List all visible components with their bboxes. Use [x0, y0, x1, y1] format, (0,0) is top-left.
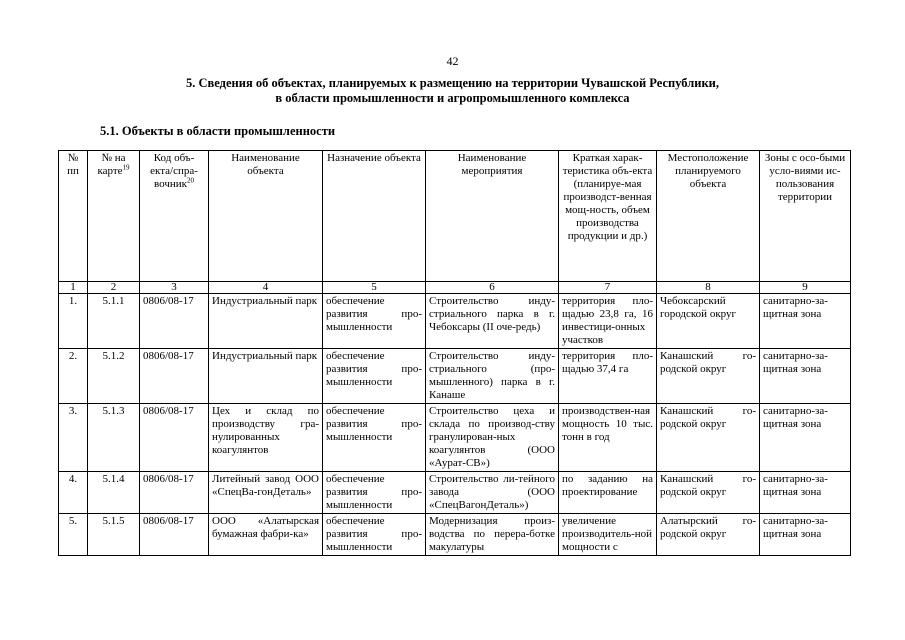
zones: санитарно-за-щитная зона: [760, 472, 851, 514]
row-number: 3.: [59, 404, 88, 472]
object-name: Индустриальный парк: [209, 349, 323, 404]
object-purpose: обеспечение развития про-мышленности: [323, 349, 426, 404]
header-location: Местоположение планируемого объекта: [657, 151, 760, 282]
location: Канашский го-родской округ: [657, 472, 760, 514]
map-number: 5.1.3: [88, 404, 140, 472]
location: Алатырский го-родской округ: [657, 514, 760, 556]
column-number: 1: [59, 282, 88, 294]
measure-name: Строительство цеха и склада по производ-ству гранулирован-ных коагулянтов (ООО «Аурат-СВ»): [426, 404, 559, 472]
column-number: 3: [140, 282, 209, 294]
footnote-20: 20: [186, 176, 194, 185]
zones: санитарно-за-щитная зона: [760, 514, 851, 556]
characteristic: производствен-ная мощность 10 тыс. тонн в год: [559, 404, 657, 472]
object-name: Индустриальный парк: [209, 294, 323, 349]
objects-table: [58, 150, 851, 556]
footnote-19: 19: [122, 163, 130, 172]
zones: санитарно-за-щитная зона: [760, 294, 851, 349]
object-code: 0806/08-17: [140, 404, 209, 472]
section-title: [60, 76, 845, 106]
row-number: 1.: [59, 294, 88, 349]
characteristic: территория пло-щадью 23,8 га, 16 инвестици-онных участков: [559, 294, 657, 349]
column-numbers-row: [59, 282, 851, 294]
section-title-line-2: в области промышленности и агропромышленного комплекса: [275, 91, 630, 105]
row-number: 2.: [59, 349, 88, 404]
column-number: 2: [88, 282, 140, 294]
object-code: 0806/08-17: [140, 349, 209, 404]
column-number: 5: [323, 282, 426, 294]
column-number: 7: [559, 282, 657, 294]
section-title-line-1: 5. Сведения об объектах, планируемых к размещению на территории Чувашской Республики,: [186, 76, 719, 90]
measure-name: Строительство инду-стриального парка в г. Чебоксары (II оче-редь): [426, 294, 559, 349]
zones: санитарно-за-щитная зона: [760, 349, 851, 404]
header-number: № пп: [59, 151, 88, 282]
map-number: 5.1.4: [88, 472, 140, 514]
row-number: 5.: [59, 514, 88, 556]
subsection-title: 5.1. Объекты в области промышленности: [100, 124, 336, 138]
object-name: ООО «Алатырская бумажная фабри-ка»: [209, 514, 323, 556]
object-code: 0806/08-17: [140, 294, 209, 349]
object-purpose: обеспечение развития про-мышленности: [323, 294, 426, 349]
location: Канашский го-родской округ: [657, 349, 760, 404]
object-purpose: обеспечение развития про-мышленности: [323, 472, 426, 514]
column-number: 8: [657, 282, 760, 294]
map-number: 5.1.5: [88, 514, 140, 556]
header-zones: Зоны с осо-быми усло-виями ис-пользования территории: [760, 151, 851, 282]
header-object-name: Наименование объекта: [209, 151, 323, 282]
object-purpose: обеспечение развития про-мышленности: [323, 404, 426, 472]
row-number: 4.: [59, 472, 88, 514]
header-object-code: Код объ-екта/спра-вочник$^{20}$: [140, 151, 209, 282]
table-row: [59, 404, 851, 472]
header-characteristic: Краткая харак-теристика объ-екта (планируе-мая производст-венная мощ-ность, объем производства продукции и др.): [559, 151, 657, 282]
table-row: [59, 294, 851, 349]
object-purpose: обеспечение развития про-мышленности: [323, 514, 426, 556]
table-row: [59, 472, 851, 514]
location: Чебоксарский городской округ: [657, 294, 760, 349]
map-number: 5.1.1: [88, 294, 140, 349]
header-row: [59, 151, 851, 282]
object-name: Цех и склад по производству гра-нулированных коагулянтов: [209, 404, 323, 472]
measure-name: Строительство инду-стриального (про-мышленного) парка в г. Канаше: [426, 349, 559, 404]
header-map-number: № на карте$^{19}$: [88, 151, 140, 282]
characteristic: территория пло-щадью 37,4 га: [559, 349, 657, 404]
map-number: 5.1.2: [88, 349, 140, 404]
column-number: 4: [209, 282, 323, 294]
object-name: Литейный завод ООО «СпецВа-гонДеталь»: [209, 472, 323, 514]
characteristic: по заданию на проектирование: [559, 472, 657, 514]
header-object-purpose: Назначение объекта: [323, 151, 426, 282]
table-row: [59, 514, 851, 556]
column-number: 6: [426, 282, 559, 294]
location: Канашский го-родской округ: [657, 404, 760, 472]
object-code: 0806/08-17: [140, 514, 209, 556]
object-code: 0806/08-17: [140, 472, 209, 514]
measure-name: Строительство ли-тейного завода (ООО «СпецВагонДеталь»): [426, 472, 559, 514]
column-number: 9: [760, 282, 851, 294]
table-row: [59, 349, 851, 404]
header-measure-name: Наименование мероприятия: [426, 151, 559, 282]
measure-name: Модернизация произ-водства по перера-ботке макулатуры: [426, 514, 559, 556]
characteristic: увеличение производитель-ной мощности с: [559, 514, 657, 556]
page-number: 42: [446, 54, 459, 68]
zones: санитарно-за-щитная зона: [760, 404, 851, 472]
